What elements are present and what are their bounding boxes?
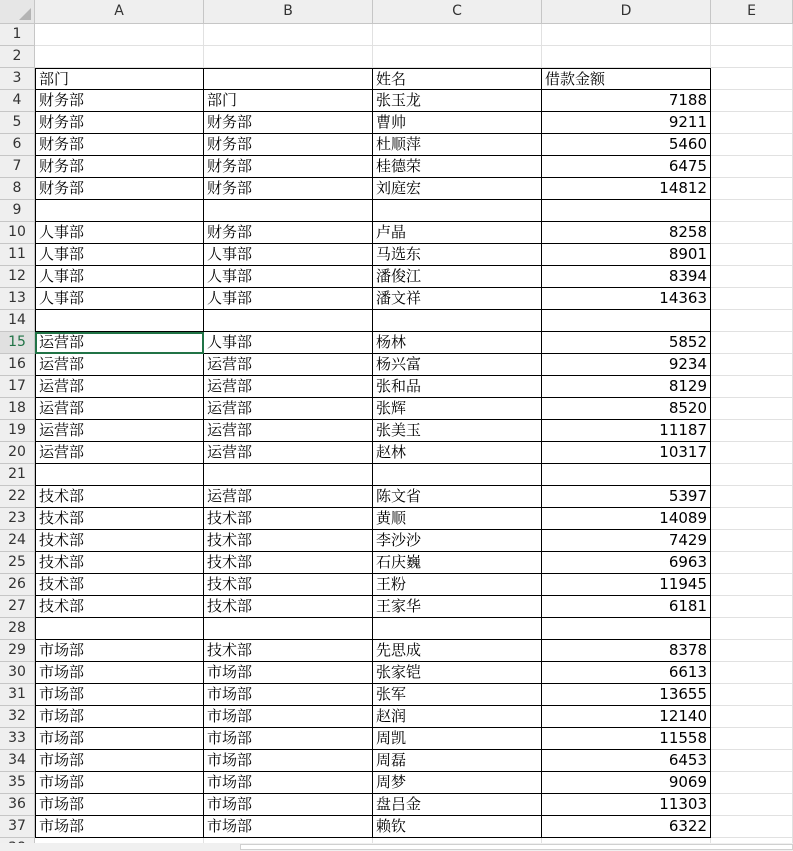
cell-e4[interactable] [711,90,793,112]
cell-d25[interactable]: 6963 [542,552,711,574]
cell-a1[interactable] [35,24,204,46]
cell-d32[interactable]: 12140 [542,706,711,728]
row-header-24[interactable]: 24 [0,530,35,552]
cell-a30[interactable]: 市场部 [35,662,204,684]
cell-b32[interactable]: 市场部 [204,706,373,728]
cell-a27[interactable]: 技术部 [35,596,204,618]
cell-c9[interactable] [373,200,542,222]
row-header-1[interactable]: 1 [0,24,35,46]
cell-d28[interactable] [542,618,711,640]
cell-c13[interactable]: 潘文祥 [373,288,542,310]
row-header-27[interactable]: 27 [0,596,35,618]
cell-e26[interactable] [711,574,793,596]
cell-c6[interactable]: 杜顺萍 [373,134,542,156]
cell-b14[interactable] [204,310,373,332]
row-header-15[interactable]: 15 [0,332,35,354]
cell-b1[interactable] [204,24,373,46]
row-header-20[interactable]: 20 [0,442,35,464]
row-header-9[interactable]: 9 [0,200,35,222]
cell-d37[interactable]: 6322 [542,816,711,838]
cell-e7[interactable] [711,156,793,178]
cell-a24[interactable]: 技术部 [35,530,204,552]
cell-b13[interactable]: 人事部 [204,288,373,310]
cell-a3[interactable]: 部门 [35,68,204,90]
cell-e24[interactable] [711,530,793,552]
cell-c20[interactable]: 赵林 [373,442,542,464]
cell-a16[interactable]: 运营部 [35,354,204,376]
horizontal-scrollbar[interactable] [0,843,793,851]
cell-d19[interactable]: 11187 [542,420,711,442]
cell-a22[interactable]: 技术部 [35,486,204,508]
cell-c15[interactable]: 杨林 [373,332,542,354]
cell-a17[interactable]: 运营部 [35,376,204,398]
column-header-b[interactable]: B [204,0,373,24]
cell-b5[interactable]: 财务部 [204,112,373,134]
cell-b11[interactable]: 人事部 [204,244,373,266]
row-header-31[interactable]: 31 [0,684,35,706]
cell-c17[interactable]: 张和品 [373,376,542,398]
column-header-e[interactable]: E [711,0,793,24]
cell-b20[interactable]: 运营部 [204,442,373,464]
cell-a15[interactable]: 运营部 [35,332,204,354]
cell-c36[interactable]: 盘吕金 [373,794,542,816]
cell-b22[interactable]: 运营部 [204,486,373,508]
select-all-button[interactable] [0,0,35,24]
cell-c2[interactable] [373,46,542,68]
cell-c31[interactable]: 张军 [373,684,542,706]
cell-a7[interactable]: 财务部 [35,156,204,178]
cell-e18[interactable] [711,398,793,420]
cell-b17[interactable]: 运营部 [204,376,373,398]
row-header-5[interactable]: 5 [0,112,35,134]
cell-b10[interactable]: 财务部 [204,222,373,244]
row-header-28[interactable]: 28 [0,618,35,640]
cell-e14[interactable] [711,310,793,332]
cell-c30[interactable]: 张家铠 [373,662,542,684]
cell-a4[interactable]: 财务部 [35,90,204,112]
cell-e2[interactable] [711,46,793,68]
cell-a11[interactable]: 人事部 [35,244,204,266]
row-header-14[interactable]: 14 [0,310,35,332]
cell-c12[interactable]: 潘俊江 [373,266,542,288]
row-header-7[interactable]: 7 [0,156,35,178]
cell-d34[interactable]: 6453 [542,750,711,772]
scrollbar-thumb[interactable] [240,844,793,850]
row-header-37[interactable]: 37 [0,816,35,838]
cell-a23[interactable]: 技术部 [35,508,204,530]
cell-d23[interactable]: 14089 [542,508,711,530]
cell-b28[interactable] [204,618,373,640]
cell-e13[interactable] [711,288,793,310]
cell-e6[interactable] [711,134,793,156]
cell-b4[interactable]: 部门 [204,90,373,112]
cell-e20[interactable] [711,442,793,464]
cell-c18[interactable]: 张辉 [373,398,542,420]
row-header-10[interactable]: 10 [0,222,35,244]
cell-b34[interactable]: 市场部 [204,750,373,772]
cell-d14[interactable] [542,310,711,332]
cell-d15[interactable]: 5852 [542,332,711,354]
cell-d29[interactable]: 8378 [542,640,711,662]
cell-c35[interactable]: 周梦 [373,772,542,794]
cell-e27[interactable] [711,596,793,618]
row-header-4[interactable]: 4 [0,90,35,112]
cell-c29[interactable]: 先思成 [373,640,542,662]
row-header-3[interactable]: 3 [0,68,35,90]
cell-a10[interactable]: 人事部 [35,222,204,244]
cell-e9[interactable] [711,200,793,222]
cell-e3[interactable] [711,68,793,90]
cell-a36[interactable]: 市场部 [35,794,204,816]
cell-d36[interactable]: 11303 [542,794,711,816]
cell-d7[interactable]: 6475 [542,156,711,178]
cell-e8[interactable] [711,178,793,200]
cell-b6[interactable]: 财务部 [204,134,373,156]
cell-a32[interactable]: 市场部 [35,706,204,728]
cell-c1[interactable] [373,24,542,46]
cell-a21[interactable] [35,464,204,486]
cell-d20[interactable]: 10317 [542,442,711,464]
cell-a34[interactable]: 市场部 [35,750,204,772]
cell-a19[interactable]: 运营部 [35,420,204,442]
cell-b35[interactable]: 市场部 [204,772,373,794]
row-header-13[interactable]: 13 [0,288,35,310]
cell-d9[interactable] [542,200,711,222]
row-header-18[interactable]: 18 [0,398,35,420]
cell-b7[interactable]: 财务部 [204,156,373,178]
cell-b12[interactable]: 人事部 [204,266,373,288]
cell-c7[interactable]: 桂德荣 [373,156,542,178]
cell-c24[interactable]: 李沙沙 [373,530,542,552]
cell-b16[interactable]: 运营部 [204,354,373,376]
cell-c32[interactable]: 赵润 [373,706,542,728]
cell-e21[interactable] [711,464,793,486]
cell-b2[interactable] [204,46,373,68]
cell-e37[interactable] [711,816,793,838]
cell-a14[interactable] [35,310,204,332]
cell-c14[interactable] [373,310,542,332]
cell-d22[interactable]: 5397 [542,486,711,508]
cell-d2[interactable] [542,46,711,68]
cell-c25[interactable]: 石庆巍 [373,552,542,574]
cell-d3[interactable]: 借款金额 [542,68,711,90]
cell-b8[interactable]: 财务部 [204,178,373,200]
column-header-c[interactable]: C [373,0,542,24]
cell-b29[interactable]: 技术部 [204,640,373,662]
select-all-triangle-icon [19,8,31,20]
cell-a5[interactable]: 财务部 [35,112,204,134]
cell-c10[interactable]: 卢晶 [373,222,542,244]
cell-c21[interactable] [373,464,542,486]
row-header-8[interactable]: 8 [0,178,35,200]
cell-a13[interactable]: 人事部 [35,288,204,310]
row-header-21[interactable]: 21 [0,464,35,486]
cell-d35[interactable]: 9069 [542,772,711,794]
cell-d12[interactable]: 8394 [542,266,711,288]
cell-a20[interactable]: 运营部 [35,442,204,464]
cell-a9[interactable] [35,200,204,222]
cell-a29[interactable]: 市场部 [35,640,204,662]
row-header-32[interactable]: 32 [0,706,35,728]
cell-e23[interactable] [711,508,793,530]
column-header-a[interactable]: A [35,0,204,24]
cell-a33[interactable]: 市场部 [35,728,204,750]
cell-c4[interactable]: 张玉龙 [373,90,542,112]
cell-e32[interactable] [711,706,793,728]
cell-b25[interactable]: 技术部 [204,552,373,574]
cell-d10[interactable]: 8258 [542,222,711,244]
cell-e25[interactable] [711,552,793,574]
cell-e10[interactable] [711,222,793,244]
cell-c8[interactable]: 刘庭宏 [373,178,542,200]
cell-e17[interactable] [711,376,793,398]
cell-b23[interactable]: 技术部 [204,508,373,530]
cell-c23[interactable]: 黄顺 [373,508,542,530]
row-header-6[interactable]: 6 [0,134,35,156]
cell-c22[interactable]: 陈文省 [373,486,542,508]
cell-e35[interactable] [711,772,793,794]
row-header-35[interactable]: 35 [0,772,35,794]
cell-d5[interactable]: 9211 [542,112,711,134]
cell-d26[interactable]: 11945 [542,574,711,596]
cell-d33[interactable]: 11558 [542,728,711,750]
cell-c19[interactable]: 张美玉 [373,420,542,442]
cell-c37[interactable]: 赖钦 [373,816,542,838]
cell-e30[interactable] [711,662,793,684]
cell-e34[interactable] [711,750,793,772]
row-header-16[interactable]: 16 [0,354,35,376]
row-header-26[interactable]: 26 [0,574,35,596]
cell-b33[interactable]: 市场部 [204,728,373,750]
cell-c33[interactable]: 周凯 [373,728,542,750]
cell-c5[interactable]: 曹帅 [373,112,542,134]
cell-c11[interactable]: 马选东 [373,244,542,266]
cell-b21[interactable] [204,464,373,486]
cell-e31[interactable] [711,684,793,706]
cell-b3[interactable] [204,68,373,90]
cell-d13[interactable]: 14363 [542,288,711,310]
cell-e12[interactable] [711,266,793,288]
cell-a35[interactable]: 市场部 [35,772,204,794]
cell-d24[interactable]: 7429 [542,530,711,552]
cell-d31[interactable]: 13655 [542,684,711,706]
cell-c16[interactable]: 杨兴富 [373,354,542,376]
row-header-29[interactable]: 29 [0,640,35,662]
cell-a26[interactable]: 技术部 [35,574,204,596]
cell-c3[interactable]: 姓名 [373,68,542,90]
cell-e1[interactable] [711,24,793,46]
cell-e22[interactable] [711,486,793,508]
cell-c26[interactable]: 王粉 [373,574,542,596]
cell-e28[interactable] [711,618,793,640]
cell-c27[interactable]: 王家华 [373,596,542,618]
row-header-34[interactable]: 34 [0,750,35,772]
row-header-36[interactable]: 36 [0,794,35,816]
cell-d4[interactable]: 7188 [542,90,711,112]
cell-e19[interactable] [711,420,793,442]
cell-b9[interactable] [204,200,373,222]
cell-b18[interactable]: 运营部 [204,398,373,420]
cell-e11[interactable] [711,244,793,266]
cell-a6[interactable]: 财务部 [35,134,204,156]
cell-b26[interactable]: 技术部 [204,574,373,596]
cell-c34[interactable]: 周磊 [373,750,542,772]
cell-e15[interactable] [711,332,793,354]
row-header-2[interactable]: 2 [0,46,35,68]
cell-c28[interactable] [373,618,542,640]
row-header-12[interactable]: 12 [0,266,35,288]
cell-b31[interactable]: 市场部 [204,684,373,706]
cell-b36[interactable]: 市场部 [204,794,373,816]
cell-a18[interactable]: 运营部 [35,398,204,420]
cell-d1[interactable] [542,24,711,46]
cell-d16[interactable]: 9234 [542,354,711,376]
row-header-23[interactable]: 23 [0,508,35,530]
column-header-d[interactable]: D [542,0,711,24]
row-header-22[interactable]: 22 [0,486,35,508]
cell-b24[interactable]: 技术部 [204,530,373,552]
row-header-11[interactable]: 11 [0,244,35,266]
row-header-30[interactable]: 30 [0,662,35,684]
cell-b27[interactable]: 技术部 [204,596,373,618]
cell-a25[interactable]: 技术部 [35,552,204,574]
cell-a37[interactable]: 市场部 [35,816,204,838]
cell-a28[interactable] [35,618,204,640]
cell-d8[interactable]: 14812 [542,178,711,200]
row-header-25[interactable]: 25 [0,552,35,574]
cell-b19[interactable]: 运营部 [204,420,373,442]
cell-e29[interactable] [711,640,793,662]
cell-a8[interactable]: 财务部 [35,178,204,200]
row-header-33[interactable]: 33 [0,728,35,750]
cell-b15[interactable]: 人事部 [204,332,373,354]
cell-d30[interactable]: 6613 [542,662,711,684]
cell-a2[interactable] [35,46,204,68]
cell-d17[interactable]: 8129 [542,376,711,398]
cell-d18[interactable]: 8520 [542,398,711,420]
cell-d6[interactable]: 5460 [542,134,711,156]
cell-a31[interactable]: 市场部 [35,684,204,706]
row-header-19[interactable]: 19 [0,420,35,442]
cell-b30[interactable]: 市场部 [204,662,373,684]
cell-e5[interactable] [711,112,793,134]
row-header-17[interactable]: 17 [0,376,35,398]
cell-e33[interactable] [711,728,793,750]
cell-b37[interactable]: 市场部 [204,816,373,838]
cell-d27[interactable]: 6181 [542,596,711,618]
cell-a12[interactable]: 人事部 [35,266,204,288]
cell-d21[interactable] [542,464,711,486]
cell-e36[interactable] [711,794,793,816]
cell-e16[interactable] [711,354,793,376]
cell-d11[interactable]: 8901 [542,244,711,266]
